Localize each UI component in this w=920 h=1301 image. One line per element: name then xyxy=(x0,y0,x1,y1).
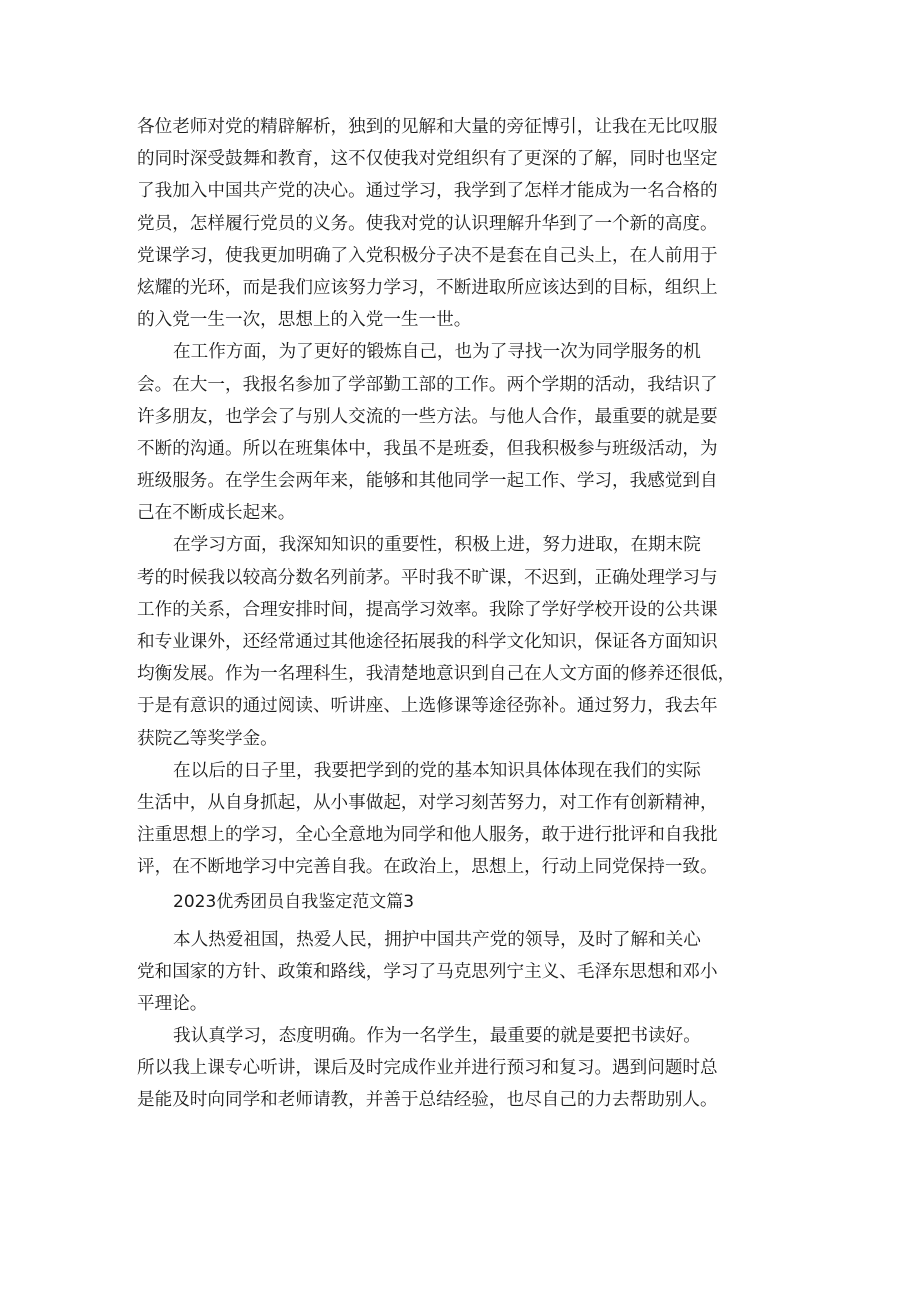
text-line: 生活中，从自身抓起，从小事做起，对学习刻苦努力，对工作有创新精神， xyxy=(137,792,718,813)
paragraph xyxy=(137,529,797,754)
section-heading: 2023优秀团员自我鉴定范文篇3 xyxy=(173,891,415,912)
paragraph xyxy=(137,755,797,884)
text-line: 所以我上课专心听讲，课后及时完成作业并进行预习和复习。遇到问题时总 xyxy=(137,1058,718,1079)
text-line: 评，在不断地学习中完善自我。在政治上，思想上，行动上同党保持一致。 xyxy=(137,857,718,878)
text-line: 我认真学习，态度明确。作为一名学生，最重要的就是要把书读好。 xyxy=(173,1026,701,1047)
text-line: 的入党一生一次，思想上的入党一生一世。 xyxy=(137,310,472,331)
text-line: 是能及时向同学和老师请教，并善于总结经验，也尽自己的力去帮助别人。 xyxy=(137,1090,718,1111)
text-line: 许多朋友，也学会了与别人交流的一些方法。与他人合作，最重要的就是要 xyxy=(137,406,718,427)
text-line: 党课学习，使我更加明确了入党积极分子决不是套在自己头上，在人前用于 xyxy=(137,245,718,266)
text-line: 了我加入中国共产党的决心。通过学习，我学到了怎样才能成为一名合格的 xyxy=(137,181,718,202)
text-line: 平理论。 xyxy=(137,993,208,1014)
text-line: 获院乙等奖学金。 xyxy=(137,728,278,749)
paragraph xyxy=(137,336,797,529)
text-line: 炫耀的光环，而是我们应该努力学习，不断进取所应该达到的目标，组织上 xyxy=(137,277,718,298)
document-body xyxy=(137,111,797,1117)
paragraph xyxy=(137,1020,797,1117)
text-line: 于是有意识的通过阅读、听讲座、上选修课等途径弥补。通过努力，我去年 xyxy=(137,696,718,717)
text-line: 均衡发展。作为一名理科生，我清楚地意识到自己在人文方面的修养还很低， xyxy=(137,664,736,685)
text-line: 会。在大一，我报名参加了学部勤工部的工作。两个学期的活动，我结识了 xyxy=(137,374,718,395)
text-line: 在以后的日子里，我要把学到的党的基本知识具体体现在我们的实际 xyxy=(173,760,701,781)
text-line: 党和国家的方针、政策和路线，学习了马克思列宁主义、毛泽东思想和邓小 xyxy=(137,961,718,982)
text-line: 注重思想上的学习，全心全意地为同学和他人服务，敢于进行批评和自我批 xyxy=(137,825,718,846)
paragraph xyxy=(137,111,797,336)
text-line: 本人热爱祖国，热爱人民，拥护中国共产党的领导，及时了解和关心 xyxy=(173,929,701,950)
text-line: 己在不断成长起来。 xyxy=(137,503,296,524)
text-line: 在学习方面，我深知知识的重要性，积极上进，努力进取，在期末院 xyxy=(173,535,701,556)
text-line: 考的时候我以较高分数名列前茅。平时我不旷课，不迟到，正确处理学习与 xyxy=(137,567,718,588)
text-line: 各位老师对党的精辟解析，独到的见解和大量的旁征博引，让我在无比叹服 xyxy=(137,117,718,137)
text-line: 和专业课外，还经常通过其他途径拓展我的科学文化知识，保证各方面知识 xyxy=(137,632,718,652)
text-line: 工作的关系，合理安排时间，提高学习效率。我除了学好学校开设的公共课 xyxy=(137,599,718,620)
text-line: 班级服务。在学生会两年来，能够和其他同学一起工作、学习，我感觉到自 xyxy=(137,471,718,492)
text-line: 在工作方面，为了更好的锻炼自己，也为了寻找一次为同学服务的机 xyxy=(173,342,701,363)
paragraph xyxy=(137,924,797,1021)
text-line: 不断的沟通。所以在班集体中，我虽不是班委，但我积极参与班级活动，为 xyxy=(137,438,718,459)
text-line: 的同时深受鼓舞和教育，这不仅使我对党组织有了更深的了解，同时也坚定 xyxy=(137,149,718,170)
text-line: 党员，怎样履行党员的义务。使我对党的认识理解升华到了一个新的高度。 xyxy=(137,213,718,234)
